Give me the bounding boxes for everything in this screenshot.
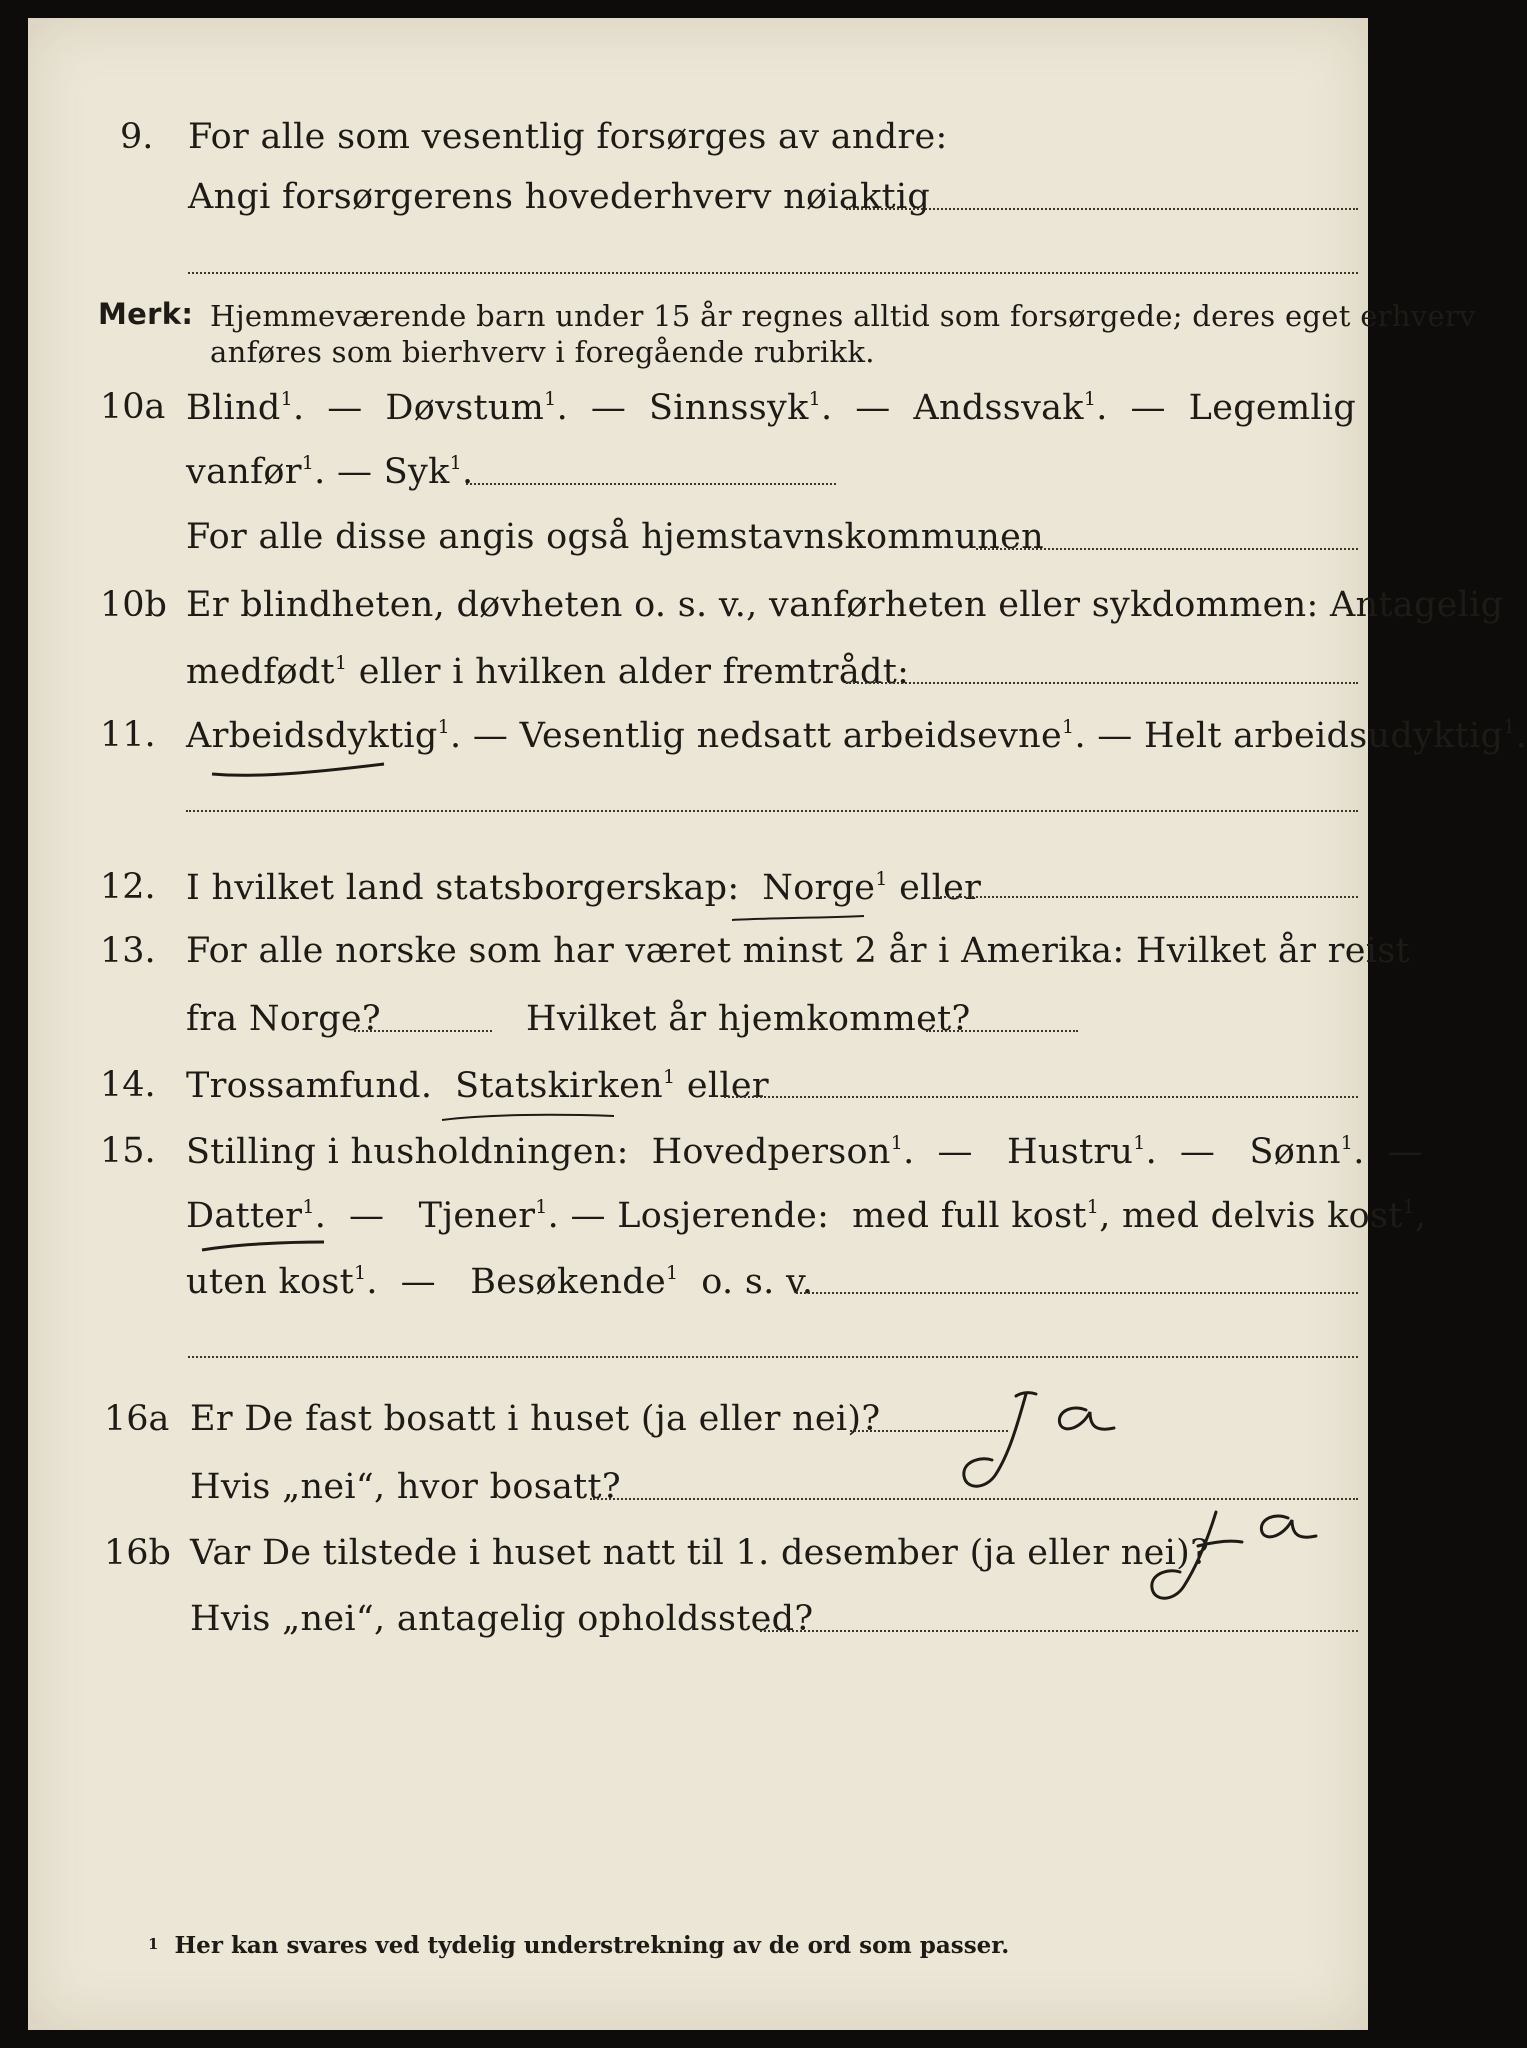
q10a-line1: Blind$^1$. — Døvstum$^1$. — Sinnssyk$^1$. — Andssvak$^1$. — Legemlig <box>186 388 1357 428</box>
q14-line: Trossamfund. Statskirken$^1$ eller <box>186 1066 769 1106</box>
option-statskirken: Statskirken <box>455 1066 663 1106</box>
q9-line2: Angi forsørgerens hovederhverv nøiaktig <box>188 177 931 217</box>
q10a-line2: vanfør$^1$. — Syk$^1$. <box>186 452 474 492</box>
q16b-line2: Hvis „nei“, antagelig opholdssted? <box>190 1599 814 1639</box>
q10b-line1: Er blindheten, døvheten o. s. v., vanførheten eller sykdommen: Antagelig <box>186 585 1504 625</box>
option-hovedperson: Hovedperson <box>651 1132 891 1172</box>
q10b-number: 10b <box>100 585 167 625</box>
q16a-line1: Er De fast bosatt i huset (ja eller nei)? <box>190 1399 881 1439</box>
q10a-answer-line <box>466 483 836 485</box>
q13-return-year-line <box>926 1030 1078 1032</box>
svg-text:Ja: Ja <box>956 1382 957 1383</box>
q12-line: I hvilket land statsborgerskap: Norge$^1$ eller <box>186 868 982 908</box>
option-arbeidsdyktig: Arbeidsdyktig <box>186 716 438 756</box>
q13-number: 13. <box>100 931 156 971</box>
option-hustru: Hustru <box>1007 1132 1134 1172</box>
q16b-number: 16b <box>104 1533 171 1573</box>
q16b-handwritten-answer <box>1138 1502 1338 1612</box>
q11-line: Arbeidsdyktig$^1$. — Vesentlig nedsatt arbeidsevne$^1$. — Helt arbeidsudyktig$^1$. <box>186 716 1527 756</box>
underline-mark-arbeidsdyktig <box>208 758 388 782</box>
option-blind: Blind <box>186 388 281 428</box>
q15-line3: uten kost$^1$. — Besøkende$^1$ o. s. v. <box>186 1262 814 1302</box>
underline-mark-statskirken <box>438 1106 618 1126</box>
option-sonn: Sønn <box>1249 1132 1341 1172</box>
option-tjener: Tjener <box>418 1196 536 1236</box>
q13-line2b: Hvilket år hjemkommet? <box>526 999 971 1039</box>
q16a-handwritten-answer <box>956 1382 1146 1502</box>
q11-number: 11. <box>100 715 156 755</box>
q10b-answer-line <box>846 682 1358 684</box>
option-full-kost: med full kost <box>852 1196 1087 1236</box>
q16b-line1: Var De tilstede i huset natt til 1. desember (ja eller nei)? <box>190 1533 1210 1573</box>
q9-line1: For alle som vesentlig forsørges av andre: <box>188 117 948 157</box>
census-form-page <box>28 18 1527 2030</box>
option-datter: Datter <box>186 1196 303 1236</box>
option-andssvak: Andssvak <box>913 388 1084 428</box>
q12-number: 12. <box>100 867 156 907</box>
option-uten-kost: uten kost <box>186 1262 354 1302</box>
q13-line2a: fra Norge? <box>186 999 381 1039</box>
q10b-line2: medfødt$^1$ eller i hvilken alder fremtrådt: <box>186 652 910 692</box>
footnote: $^1$ Her kan svares ved tydelig understrekning av de ord som passer. <box>148 1932 1010 1959</box>
option-syk: Syk <box>383 452 450 492</box>
q12-answer-line <box>936 896 1358 898</box>
q10a-number: 10a <box>100 387 166 427</box>
q10a-line3: For alle disse angis også hjemstavnskommunen <box>186 517 1044 557</box>
option-besokende: Besøkende <box>470 1262 666 1302</box>
q16a-line2: Hvis „nei“, hvor bosatt? <box>190 1467 621 1507</box>
option-delvis-kost: med delvis kost <box>1122 1196 1403 1236</box>
q14-number: 14. <box>100 1065 156 1105</box>
q11-answer-line <box>186 810 1358 812</box>
q16b-whereabouts-line <box>760 1630 1358 1632</box>
option-legemlig: Legemlig <box>1188 388 1357 428</box>
option-norge: Norge <box>762 868 876 908</box>
q9-number: 9. <box>120 117 154 157</box>
q10a-home-line <box>976 548 1358 550</box>
q16a-number: 16a <box>104 1399 170 1439</box>
q14-answer-line <box>724 1096 1358 1098</box>
q16a-residence-line <box>590 1498 1358 1500</box>
q15-answer-line-2 <box>188 1356 1358 1358</box>
svg-text:Ja: Ja <box>1138 1502 1139 1503</box>
option-dovstum: Døvstum <box>385 388 545 428</box>
q13-left-year-line <box>354 1030 492 1032</box>
q9-answer-line <box>846 208 1358 210</box>
q9-answer-line-2 <box>188 272 1358 274</box>
merk-line1: Hjemmeværende barn under 15 år regnes alltid som forsørgede; deres eget erhverv <box>210 299 1476 333</box>
q15-line1: Stilling i husholdningen: Hovedperson$^1$. — Hustru$^1$. — Sønn$^1$. — <box>186 1132 1423 1172</box>
option-vanfor: vanfør <box>186 452 302 492</box>
q15-number: 15. <box>100 1131 156 1171</box>
q15-answer-line <box>796 1292 1358 1294</box>
underline-mark-norge <box>728 908 868 928</box>
option-sinnssyk: Sinnssyk <box>649 388 809 428</box>
q13-line1: For alle norske som har været minst 2 år i Amerika: Hvilket år reist <box>186 931 1410 971</box>
merk-label: Merk: <box>98 297 194 331</box>
q15-line2: Datter$^1$. — Tjener$^1$. — Losjerende: med full kost$^1$, med delvis kost$^1$, <box>186 1196 1427 1236</box>
merk-line2: anføres som bierhverv i foregående rubrikk. <box>210 335 875 369</box>
underline-mark-datter <box>198 1236 328 1256</box>
